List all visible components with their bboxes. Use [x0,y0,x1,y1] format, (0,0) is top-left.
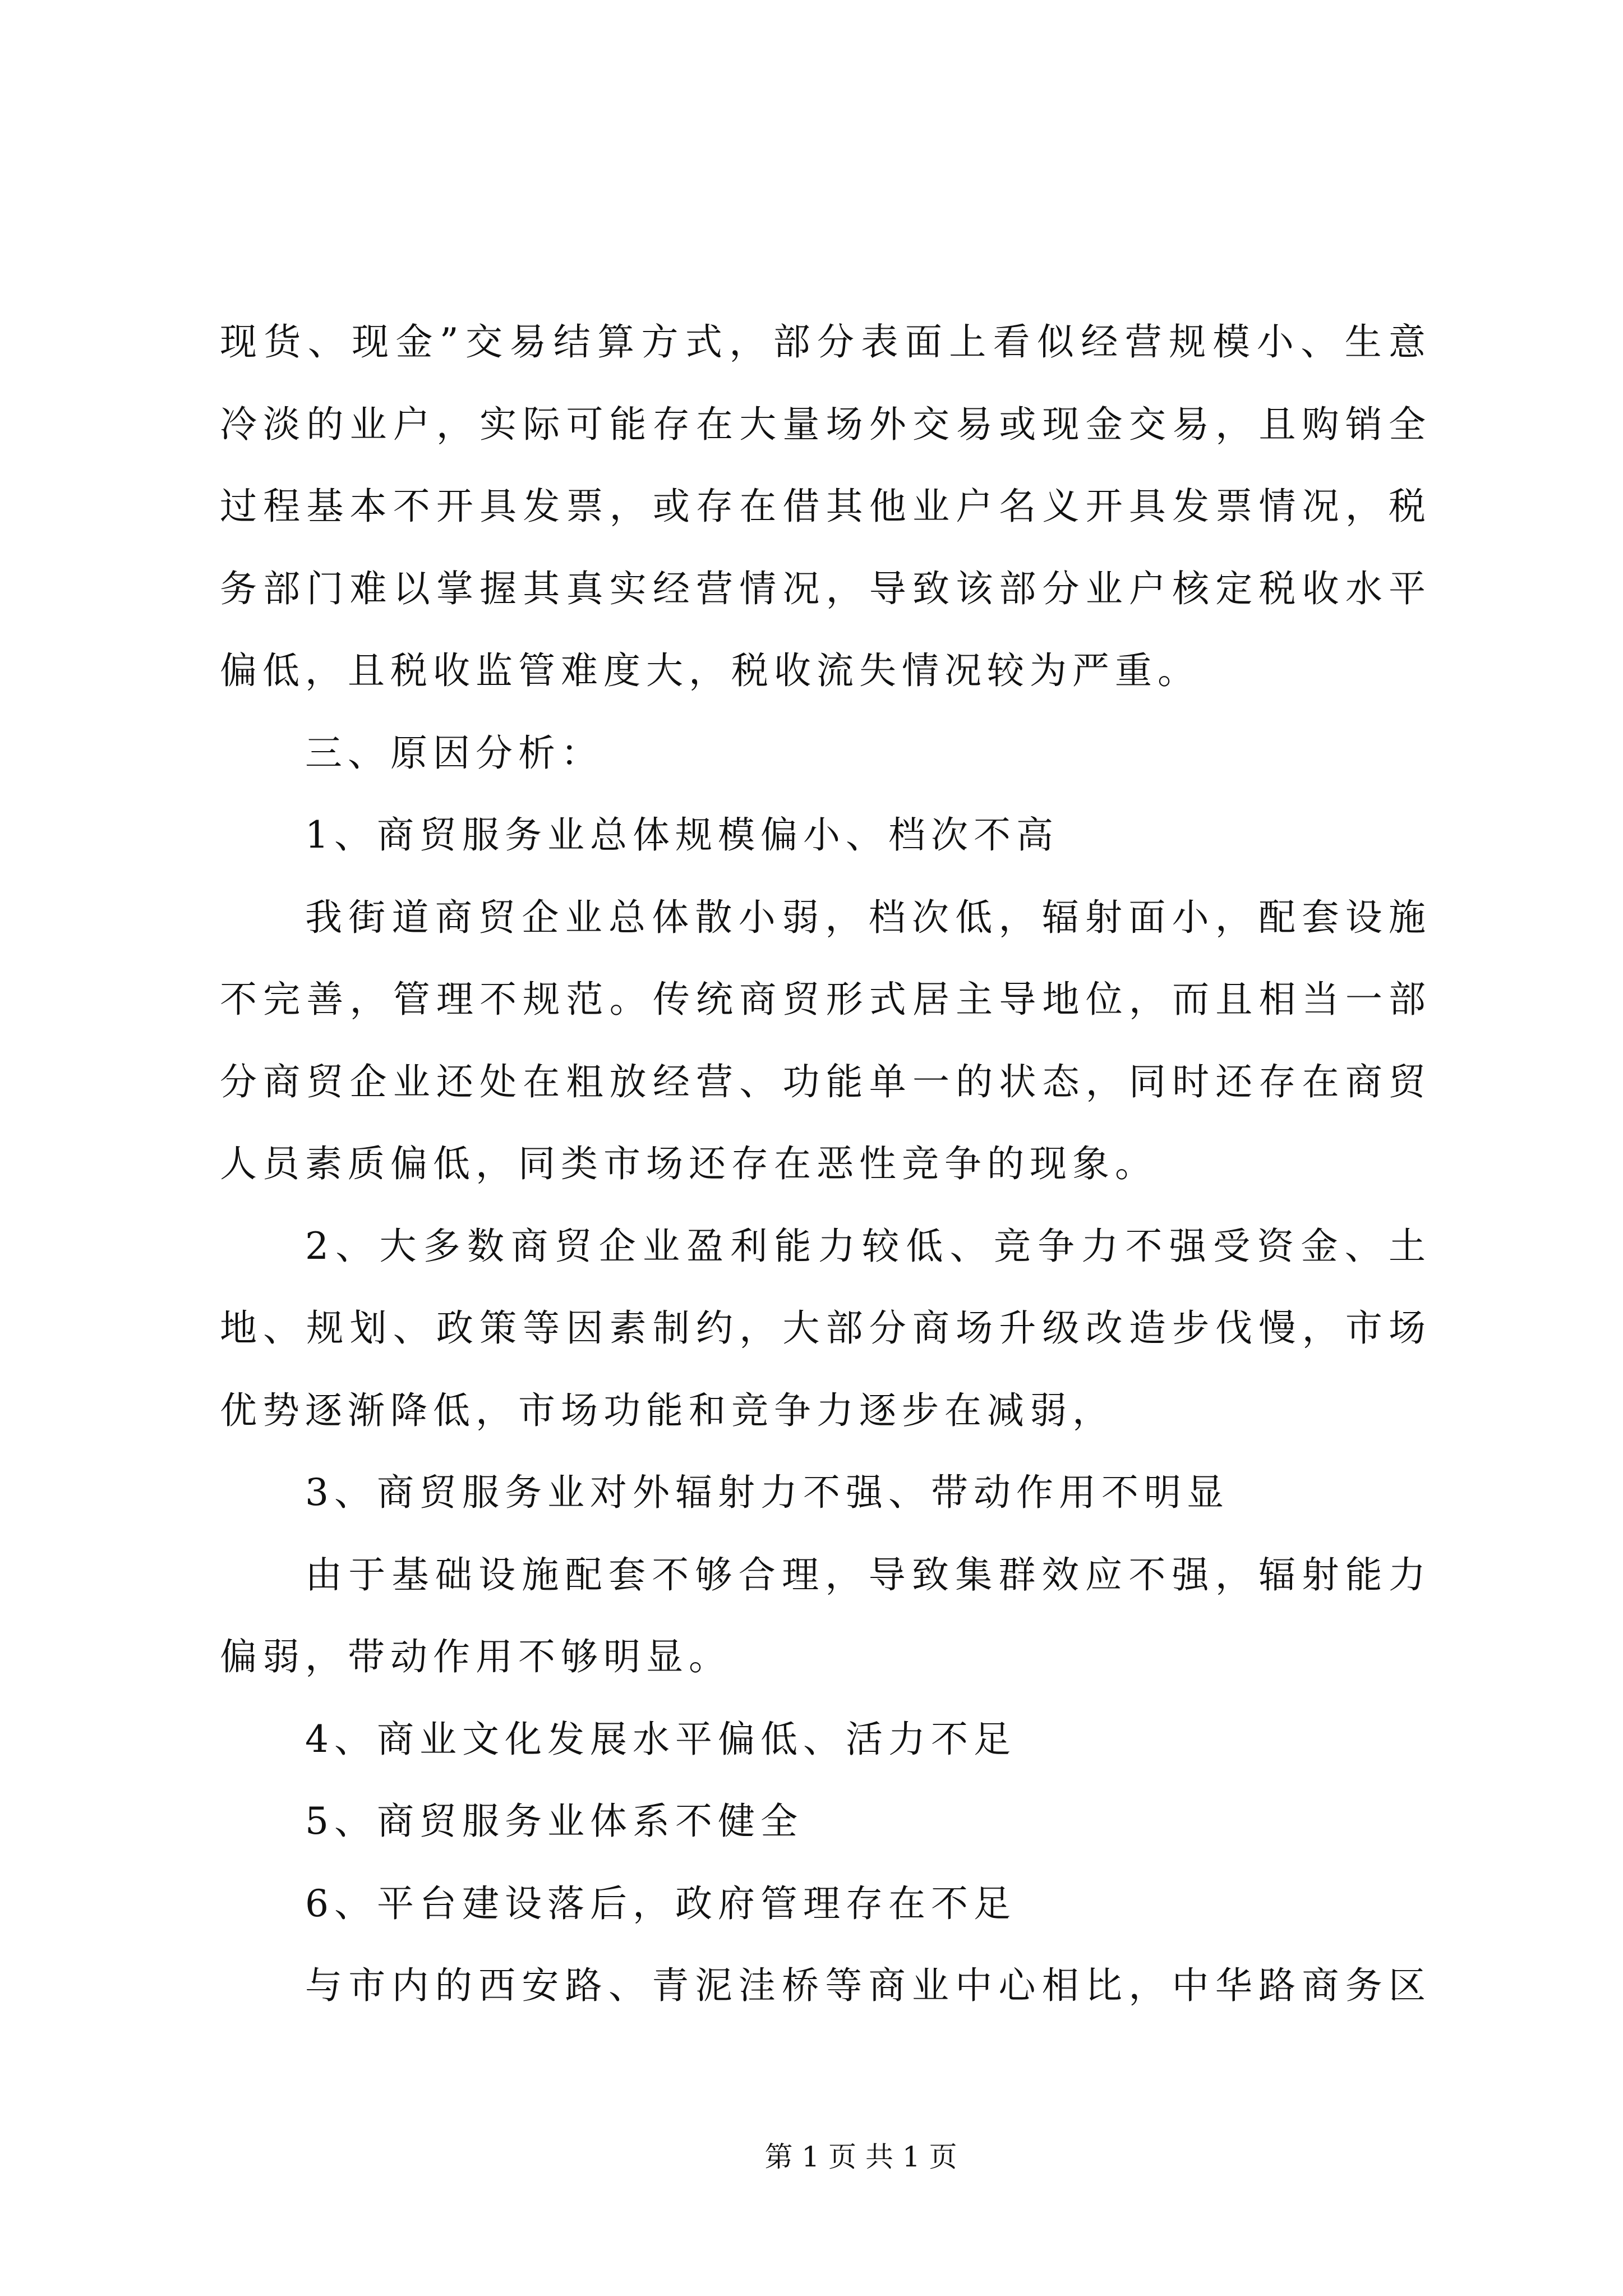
text-line: 过程基本不开具发票，或存在借其他业户名义开具发票情况，税 [220,485,1431,528]
subheading [220,1863,1431,1945]
heading-line: 1、商贸服务业总体规模偏小、档次不高 [305,813,1059,857]
text-line: 与市内的西安路、青泥洼桥等商业中心相比，中华路商务区 [305,1964,1431,2007]
heading-line: 6、平台建设落后，政府管理存在不足 [305,1881,1016,1925]
heading-line: 3、商贸服务业对外辐射力不强、带动作用不明显 [305,1471,1229,1514]
text-line: 由于基础设施配套不够合理，导致集群效应不强，辐射能力 [305,1553,1431,1596]
paragraph [220,301,1431,712]
text-line: 务部门难以掌握其真实经营情况，导致该部分业户核定税收水平 [220,567,1431,610]
text-line: 不完善，管理不规范。传统商贸形式居主导地位，而且相当一部 [220,978,1431,1021]
subheading [220,1452,1431,1534]
text-line: 现货、现金”交易结算方式，部分表面上看似经营规模小、生意 [220,320,1431,364]
section-heading [220,712,1431,795]
paragraph [220,1534,1431,1699]
subheading [220,1780,1431,1863]
text-line: 地、规划、政策等因素制约，大部分商场升级改造步伐慢，市场 [220,1306,1431,1350]
paragraph [220,1205,1431,1452]
text-line: 优势逐渐降低，市场功能和竞争力逐步在减弱， [220,1388,1115,1432]
paragraph [220,877,1431,1205]
text-line: 分商贸企业还处在粗放经营、功能单一的状态，同时还存在商贸 [220,1060,1431,1103]
page-footer: 第 1 页 共 1 页 [764,2141,957,2173]
text-line: 2、大多数商贸企业盈利能力较低、竞争力不强受资金、土 [305,1224,1431,1268]
heading-line: 4、商业文化发展水平偏低、活力不足 [305,1717,1016,1761]
text-line: 我街道商贸企业总体散小弱，档次低，辐射面小，配套设施 [305,895,1431,939]
text-line: 冷淡的业户，实际可能存在大量场外交易或现金交易，且购销全 [220,402,1431,446]
subheading [220,794,1431,877]
heading-line: 5、商贸服务业体系不健全 [305,1800,803,1843]
subheading [220,1699,1431,1781]
document-body [220,301,1431,2027]
text-line: 人员素质偏低，同类市场还存在恶性竞争的现象。 [220,1142,1158,1185]
heading-line: 三、原因分析： [305,731,603,775]
paragraph [220,1945,1431,2027]
text-line: 偏弱，带动作用不够明显。 [220,1635,731,1678]
text-line: 偏低，且税收监管难度大，税收流失情况较为严重。 [220,649,1200,692]
